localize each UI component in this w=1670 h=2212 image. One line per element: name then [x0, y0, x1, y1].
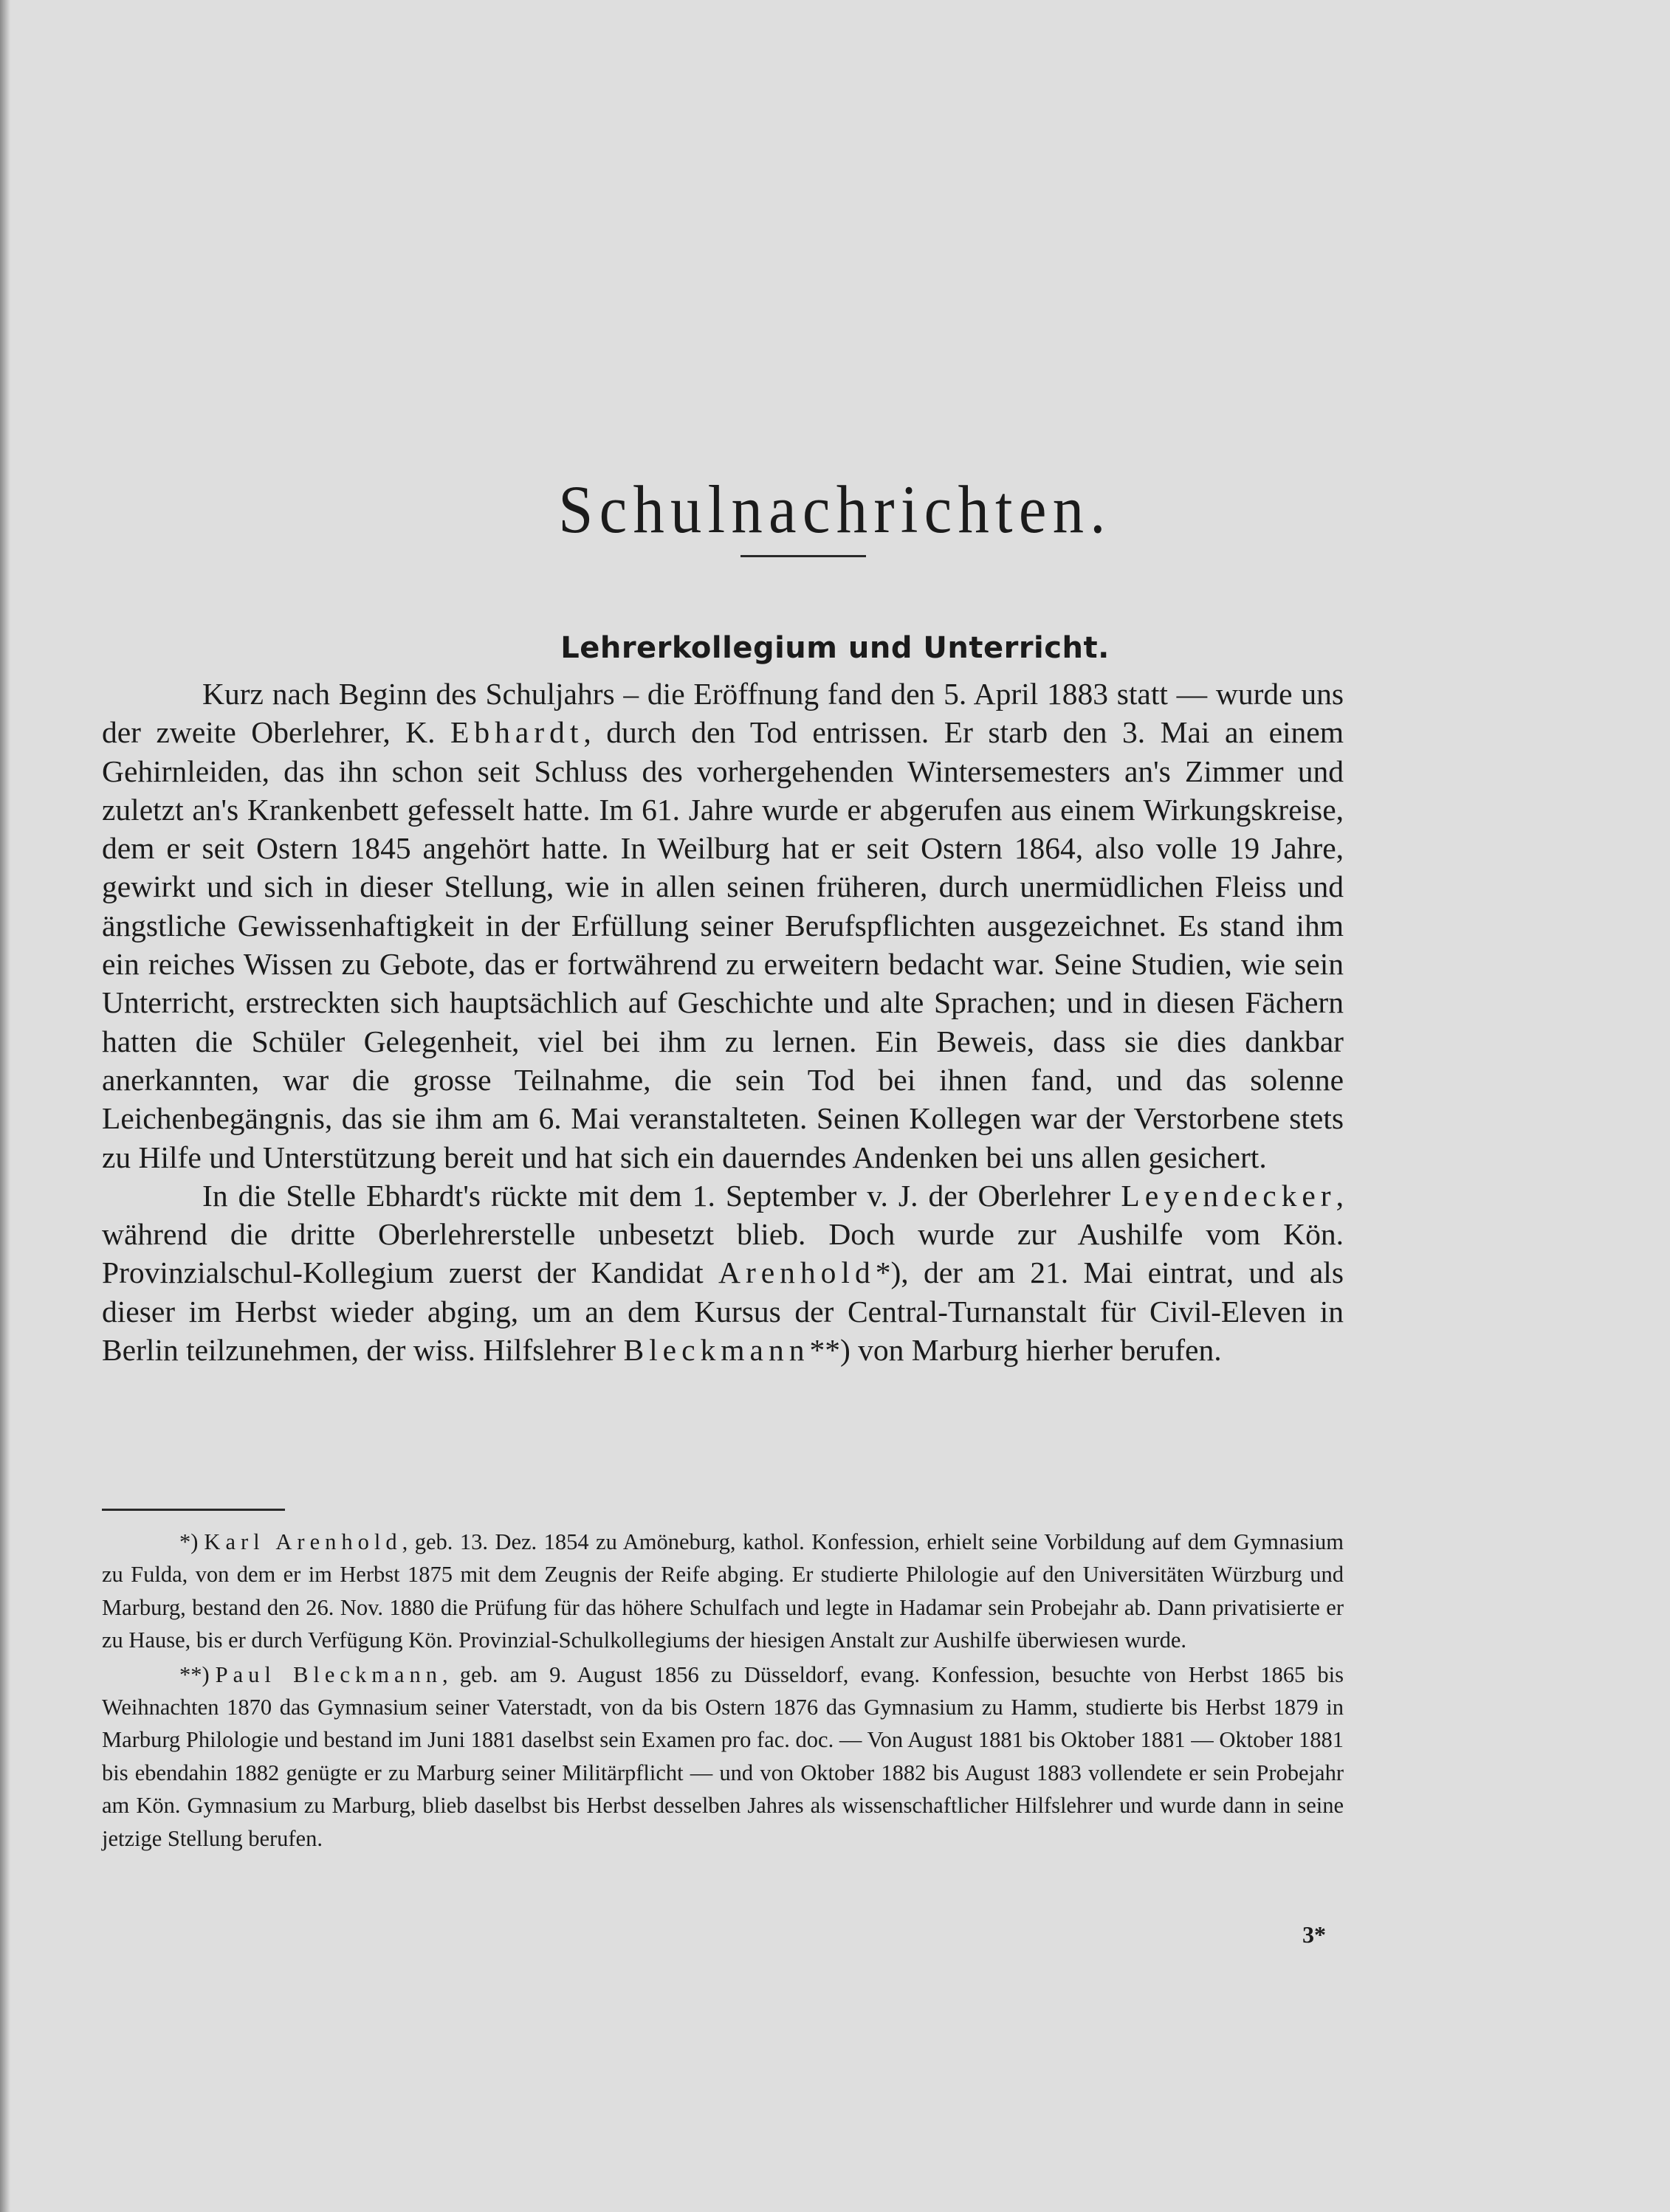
paragraph-2-text-b: , während die dritte Oberlehrerstelle unbesetzt blieb. Doch wurde zur Aushilfe vom Kön. Provinzialschul-Kollegium zuerst der Kandidat [102, 1178, 1344, 1290]
paragraph-2-text-d: **) von Marburg hierher berufen. [809, 1333, 1222, 1368]
paragraph-1-text-b: , durch den Tod entrissen. Er starb den 3. Mai an einem Gehirnleiden, das ihn schon seit Schluss des vorhergehenden Wintersemesters an's Zimmer und zuletzt an's Krankenbett gefesselt hatte. Im 61. Jahre wurde er abgerufen aus einem Wirkungskreise, dem er seit Ostern 1845 angehört hatte. In Weilburg hat er seit Ostern 1864, also volle 19 Jahre, gewirkt und sich in dieser Stellung, wie in allen seinen früheren, durch unermüdlichen Fleiss und ängstliche Gewissenhaftigkeit in der Erfüllung seiner Berufspflichten ausgezeichnet. Es stand ihm ein reiches Wissen zu Gebote, das er fortwährend zu erweitern bedacht war. Seine Studien, wie sein Unterricht, erstreckten sich hauptsächlich auf Geschichte und alte Sprachen; und in diesen Fächern hatten die Schüler Gelegenheit, viel bei ihm zu lernen. Ein Beweis, dass sie dies dankbar anerkannten, war die grosse Teilnahme, die sein Tod bei ihnen fand, und das solenne Leichenbegängnis, das sie ihm am 6. Mai veranstalteten. Seinen Kollegen war der Verstorbene stets zu Hilfe und Unterstützung bereit und hat sich ein dauerndes Andenken bei uns allen gesichert. [102, 715, 1344, 1174]
footnote-divider [102, 1509, 285, 1511]
footnote-1 [102, 1526, 1344, 1657]
name-arenhold: Arenhold [718, 1255, 876, 1290]
footnotes [102, 1526, 1344, 1856]
name-bleckmann: Bleckmann [623, 1333, 810, 1368]
name-leyendecker: Leyendecker [1121, 1178, 1336, 1213]
title-divider [740, 555, 866, 557]
paragraph-2-text-a: In die Stelle Ebhardt's rückte mit dem 1. September v. J. der Oberlehrer [202, 1178, 1121, 1213]
body-text [102, 675, 1344, 1369]
footnote-1-mark: *) [179, 1529, 199, 1554]
paragraph-2-text-c: *), der am 21. Mai eintrat, und als dieser im Herbst wieder abging, um an dem Kursus der Central-Turnanstalt für Civil-Eleven in Berlin teilzunehmen, der wiss. Hilfslehrer [102, 1255, 1344, 1368]
footnote-2-name: Paul Bleckmann [215, 1661, 442, 1687]
footnote-2-text: , geb. am 9. August 1856 zu Düsseldorf, evang. Konfession, besuchte von Herbst 1865 bis Weihnachten 1870 das Gymnasium seiner Vaterstadt, von da bis Ostern 1876 das Gymnasium zu Hamm, studierte bis Herbst 1879 in Marburg Philologie und bestand im Juni 1881 daselbst sein Examen pro fac. doc. — Von August 1881 bis Oktober 1881 — Oktober 1881 bis ebendahin 1882 genügte er zu Marburg seiner Militärpflicht — und von Oktober 1882 bis August 1883 vollendete er sein Probejahr am Kön. Gymnasium zu Marburg, blieb daselbst bis Herbst desselben Jahres als wissenschaftlicher Hilfslehrer und wurde dann in seine jetzige Stellung berufen. [102, 1661, 1344, 1851]
footnote-1-name: Karl Arenhold [204, 1529, 402, 1554]
footnote-2-mark: **) [179, 1661, 210, 1687]
page-edge-shadow [0, 0, 10, 2212]
section-heading: Lehrerkollegium und Unterricht. [560, 631, 1110, 666]
page-title: Schulnachrichten. [558, 471, 1112, 547]
paragraph-1-text-a: Kurz nach Beginn des Schuljahrs – die Eröffnung fand den 5. April 1883 statt — wurde uns der zweite Oberlehrer, K. [102, 677, 1344, 750]
paragraph-2 [102, 1176, 1344, 1369]
footnote-1-text: , geb. 13. Dez. 1854 zu Amöneburg, kathol. Konfession, erhielt seine Vorbildung auf dem Gymnasium zu Fulda, von dem er im Herbst 1875 mit dem Zeugnis der Reife abging. Er studierte Philologie auf den Universitäten Würzburg und Marburg, bestand den 26. Nov. 1880 die Prüfung für das höhere Schulfach und legte in Hadamar sein Probejahr ab. Dann privatisierte er zu Hause, bis er durch Verfügung Kön. Provinzial-Schulkollegiums der hiesigen Anstalt zur Aushilfe überwiesen wurde. [102, 1529, 1344, 1653]
paragraph-1 [102, 675, 1344, 1176]
page-number: 3* [1302, 1921, 1326, 1948]
footnote-2 [102, 1658, 1344, 1855]
name-ebhardt: Ebhardt [450, 715, 584, 750]
